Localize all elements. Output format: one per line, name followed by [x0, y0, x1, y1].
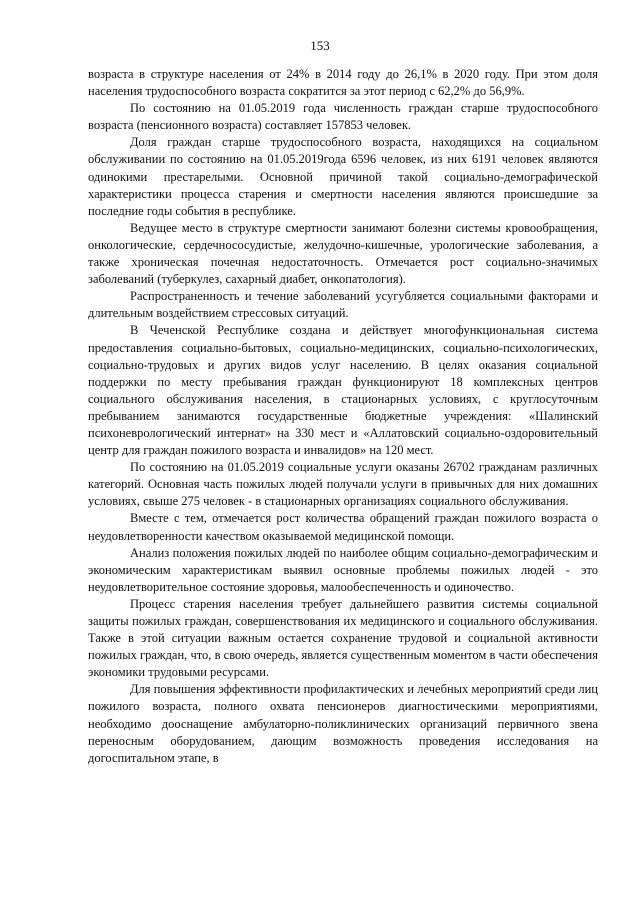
paragraph: В Чеченской Республике создана и действует многофункциональная система предоставления социально-бытовых, социально-медицинских, социально-психологических, социально-трудовых и других видов услуг населению. В целях оказания социальной поддержки по месту пребывания граждан функционируют 18 комплексных центров социального обслуживания населения, в стационарных условиях, с круглосуточным пребыванием занимаются государственные бюджетные учреждения: «Шалинский психоневрологический интернат» на 330 мест и «Аллатовский социально-оздоровительный центр для граждан пожилого возраста и инвалидов» на 120 мест. [88, 323, 598, 458]
paragraph: Вместе с тем, отмечается рост количества обращений граждан пожилого возраста о неудовлетворенности качеством оказываемой медицинской помощи. [88, 511, 598, 543]
paragraph: Анализ положения пожилых людей по наиболее общим социально-демографическим и экономическим характеристикам выявил основные проблемы пожилых людей - это неудовлетворительное состояние здоровья, малообеспеченность и одиночество. [88, 545, 598, 594]
paragraph-continuation: возраста в структуре населения от 24% в 2014 году до 26,1% в 2020 году. При этом доля населения трудоспособного возраста сократится за этот период с 62,2% до 56,9%. [88, 67, 598, 99]
paragraph: Для повышения эффективности профилактических и лечебных мероприятий среди лиц пожилого возраста, полного охвата пенсионеров диагностическими мероприятиями, необходимо дооснащение амбулаторно-поликлинических организаций первичного звена переносным оборудованием, дающим возможность проведения исследования на догоспитальном этапе, в [88, 682, 598, 765]
paragraph: Распространенность и течение заболеваний усугубляется социальными факторами и длительным воздействием стрессовых ситуаций. [88, 289, 598, 321]
paragraph: Процесс старения населения требует дальнейшего развития системы социальной защиты пожилых граждан, совершенствования их медицинского и социального обслуживания. Также в этой ситуации важным остается сохранение трудовой и социальной активности пожилых граждан, что, в свою очередь, является существенным моментом в части обеспечения экономики трудовыми ресурсами. [88, 596, 598, 680]
page-body-text [88, 66, 598, 767]
paragraph: По состоянию на 01.05.2019 года численность граждан старше трудоспособного возраста (пенсионного возраста) составляет 157853 человек. [88, 101, 598, 133]
page-number: 153 [310, 38, 330, 53]
paragraph: Ведущее место в структуре смертности занимают болезни системы кровообращения, онкологические, сердечнососудистые, желудочно-кишечные, урологические заболевания, а также хроническая почечная недостаточность. Отмечается рост социально-значимых заболеваний (туберкулез, сахарный диабет, онкопатология). [88, 220, 598, 287]
paragraph: Доля граждан старше трудоспособного возраста, находящихся на социальном обслуживании по состоянию на 01.05.2019года 6596 человек, из них 6191 человек являются одинокими престарелыми. Основной причиной такой социально-демографической характеристики процесса старения и смертности населения являются происшедшие за последние годы события в республике. [88, 135, 598, 218]
paragraph: По состоянию на 01.05.2019 социальные услуги оказаны 26702 гражданам различных категорий. Основная часть пожилых людей получали услуги в привычных для них домашних условиях, свыше 275 человек - в стационарных организациях социального обслуживания. [88, 460, 598, 509]
